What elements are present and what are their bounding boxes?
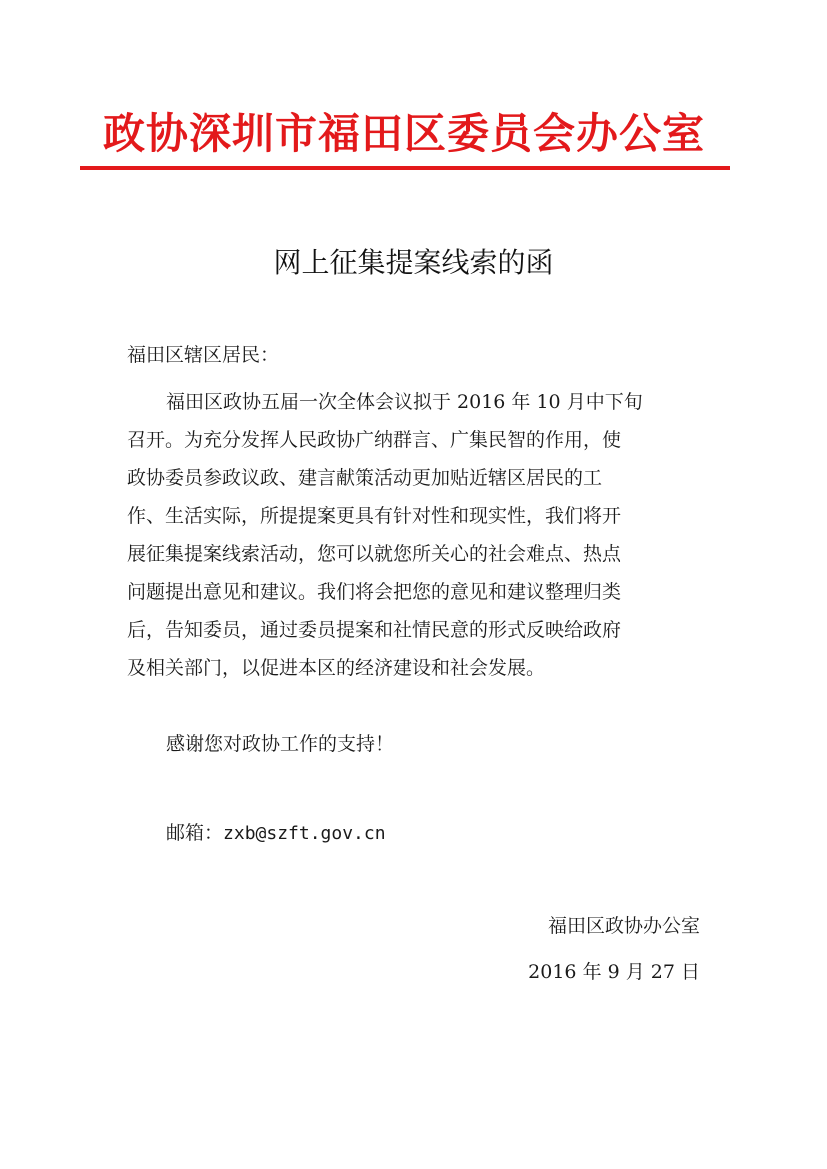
signature-org: 福田区政协办公室 [547,915,700,937]
letterhead-org-name: 政协深圳市福田区委员会办公室 [102,109,705,158]
body-line: 作、生活实际，所提提案更具有针对性和现实性，我们将开 [127,505,622,527]
body-line: 召开。为充分发挥人民政协广纳群言、广集民智的作用，使 [127,429,622,451]
document-title: 网上征集提案线索的函 [273,246,554,279]
body-line: 福田区政协五届一次全体会议拟于 2016 年 10 月中下旬 [166,391,643,413]
signature-block [528,903,700,995]
signature-date: 2016 年 9 月 27 日 [528,961,700,983]
email-address: zxb@szft.gov.cn [223,823,386,844]
email-row [166,818,386,849]
body-line: 展征集提案线索活动，您可以就您所关心的社会难点、热点 [127,543,622,565]
letterhead-red-rule [80,166,730,170]
thanks-line: 感谢您对政协工作的支持！ [166,733,395,755]
email-label: 邮箱： [166,822,224,844]
body-line: 政协委员参政议政、建言献策活动更加贴近辖区居民的工 [127,467,603,489]
body-line: 问题提出意见和建议。我们将会把您的意见和建议整理归类 [127,581,622,603]
body-line: 及相关部门，以促进本区的经济建设和社会发展。 [127,657,546,679]
body-line: 后，告知委员，通过委员提案和社情民意的形式反映给政府 [127,619,622,641]
salutation: 福田区辖区居民： [127,344,280,366]
